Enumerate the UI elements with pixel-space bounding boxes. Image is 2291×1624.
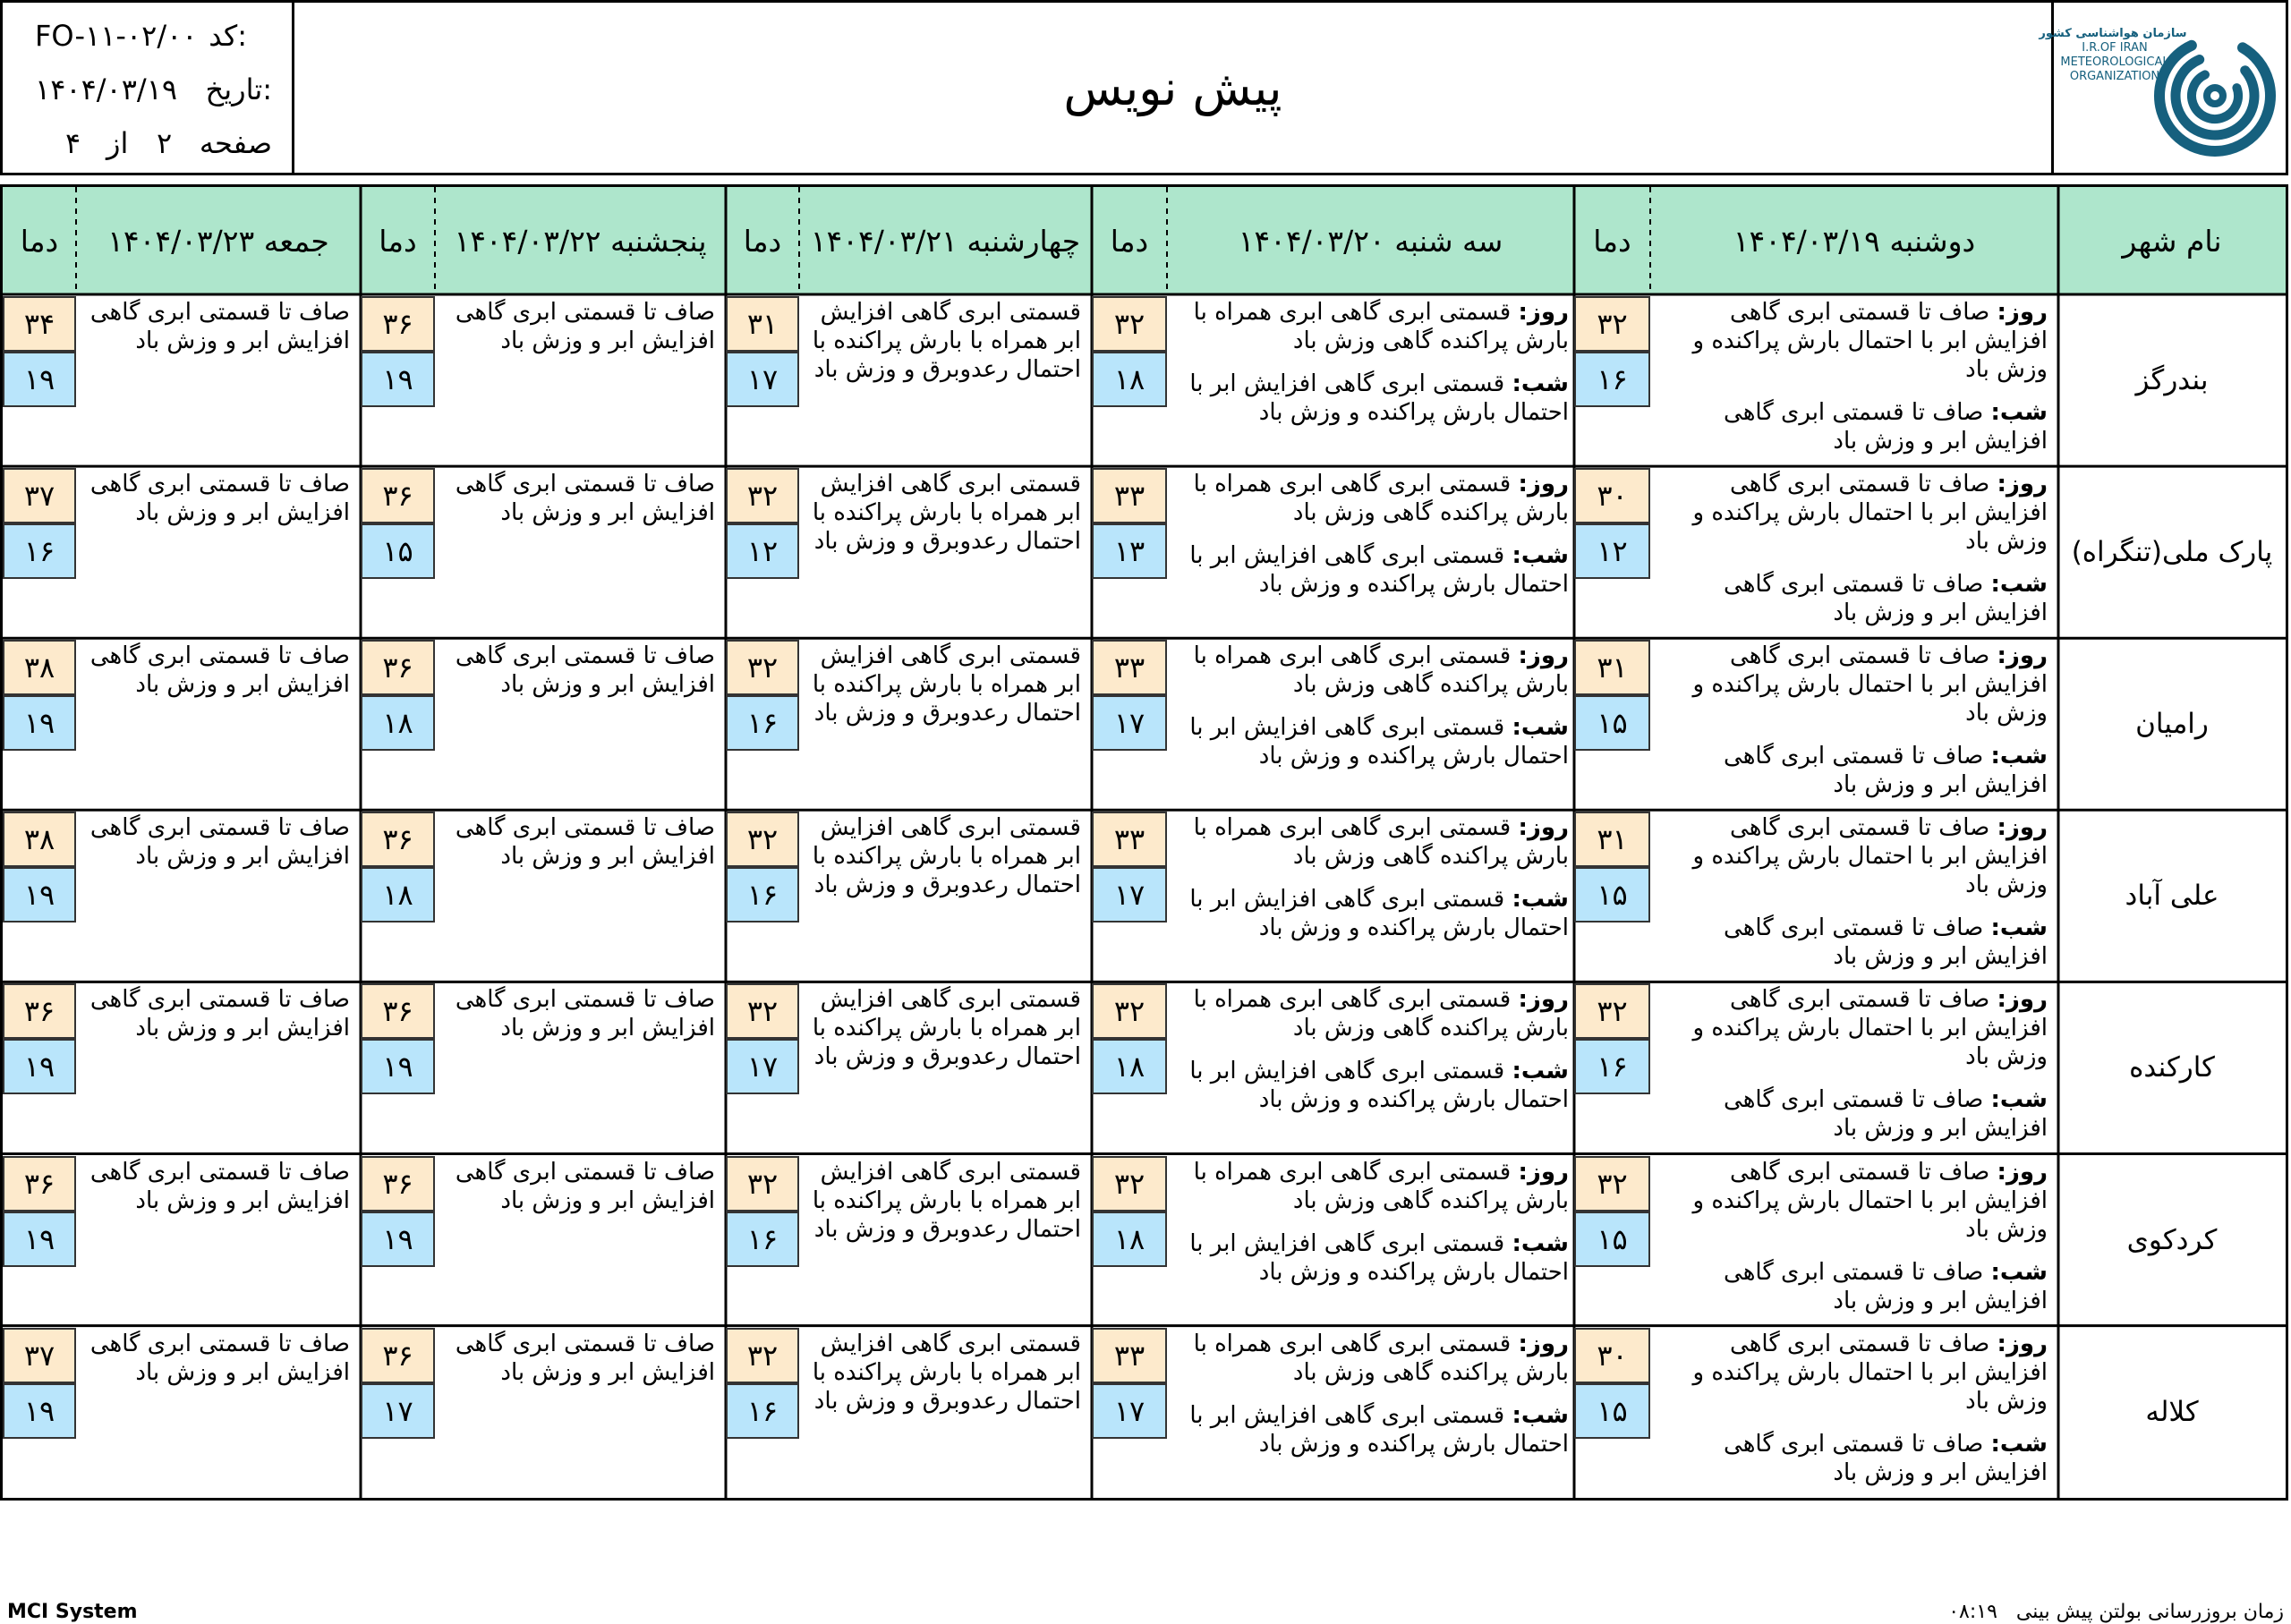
max-temperature: ۳۶ — [361, 296, 435, 352]
day-column-header: دوشنبه ۱۴۰۴/۰۳/۱۹ — [1733, 223, 1976, 259]
min-temperature: ۱۹ — [3, 695, 76, 751]
day-label: روز: — [1997, 1158, 2048, 1186]
update-time-info — [1948, 1601, 2284, 1623]
forecast-text — [799, 1326, 1092, 1498]
temp-column-header: دما — [20, 223, 59, 259]
day-label: روز: — [1518, 814, 1569, 842]
night-forecast — [1656, 742, 2048, 799]
max-temperature: ۳۰ — [1574, 468, 1650, 523]
night-forecast — [1172, 885, 1569, 942]
paragraph-gap — [1656, 727, 2048, 742]
max-temperature: ۳۲ — [726, 812, 799, 867]
forecast-text — [1650, 1154, 2058, 1326]
day-forecast-text: صاف تا قسمتی ابری گاهی افزایش ابر با احتمال بارش پراکنده و وزش باد — [1692, 814, 2048, 899]
city-name: کردکوی — [2126, 1223, 2218, 1256]
day-forecast — [1172, 813, 1569, 871]
update-time: ۰۸:۱۹ — [1948, 1601, 1997, 1623]
temp-column-header: دما — [379, 223, 417, 259]
day-label: روز: — [1997, 299, 2048, 326]
night-forecast — [1172, 1401, 1569, 1458]
forecast-text-body: صاف تا قسمتی ابری گاهی افزایش ابر و وزش باد — [89, 299, 350, 354]
night-forecast-text: قسمتی ابری گاهی افزایش ابر با احتمال بارش پراکنده و وزش باد — [1189, 542, 1569, 599]
forecast-text — [1650, 982, 2058, 1153]
forecast-text-body: صاف تا قسمتی ابری گاهی افزایش ابر و وزش باد — [455, 471, 715, 527]
forecast-text-body: صاف تا قسمتی ابری گاهی افزایش ابر و وزش باد — [455, 814, 715, 871]
svg-text:ORGANIZATION: ORGANIZATION — [2069, 70, 2160, 83]
night-label: شب: — [1990, 571, 2048, 599]
svg-text:I.R.OF IRAN: I.R.OF IRAN — [2082, 41, 2148, 55]
date-value: ۱۴۰۴/۰۳/۱۹ — [35, 72, 178, 106]
forecast-text-body: صاف تا قسمتی ابری گاهی افزایش ابر و وزش باد — [89, 1158, 350, 1214]
day-forecast — [1656, 298, 2048, 384]
forecast-text-body: قسمتی ابری گاهی افزایش ابر همراه با بارش پراکنده با احتمال رعدوبرق و وزش باد — [812, 299, 1081, 383]
page-number: ۲ — [157, 126, 173, 160]
night-forecast — [1172, 1229, 1569, 1287]
paragraph-gap — [1172, 1387, 1569, 1401]
forecast-text — [1167, 982, 1574, 1153]
night-label: شب: — [1512, 714, 1569, 742]
max-temperature: ۳۶ — [361, 1156, 435, 1212]
min-temperature: ۱۸ — [1092, 352, 1167, 407]
forecast-text — [76, 294, 361, 466]
max-temperature: ۳۲ — [726, 1328, 799, 1383]
night-forecast-text: قسمتی ابری گاهی افزایش ابر با احتمال بارش پراکنده و وزش باد — [1189, 370, 1569, 426]
max-temperature: ۳۷ — [3, 1328, 76, 1383]
forecast-text — [799, 810, 1092, 982]
max-temperature: ۳۲ — [1092, 296, 1167, 352]
day-forecast-text: صاف تا قسمتی ابری گاهی افزایش ابر با احتمال بارش پراکنده و وزش باد — [1692, 1330, 2048, 1415]
min-temperature: ۱۷ — [1092, 695, 1167, 751]
night-label: شب: — [1990, 399, 2048, 426]
day-forecast-text: صاف تا قسمتی ابری گاهی افزایش ابر با احتمال بارش پراکنده و وزش باد — [1692, 1158, 2048, 1243]
day-forecast-text: صاف تا قسمتی ابری گاهی افزایش ابر با احتمال بارش پراکنده و وزش باد — [1692, 471, 2048, 556]
night-label: شب: — [1990, 1430, 2048, 1458]
night-forecast — [1656, 570, 2048, 627]
forecast-text-body: صاف تا قسمتی ابری گاهی افزایش ابر و وزش باد — [455, 1330, 715, 1386]
paragraph-gap — [1656, 556, 2048, 570]
forecast-text — [435, 466, 726, 638]
svg-text:METEOROLOGICAL: METEOROLOGICAL — [2060, 55, 2169, 69]
forecast-text — [76, 1154, 361, 1326]
forecast-text-body: قسمتی ابری گاهی افزایش ابر همراه با بارش پراکنده با احتمال رعدوبرق و وزش باد — [812, 1158, 1081, 1243]
forecast-text — [1650, 294, 2058, 466]
min-temperature: ۱۶ — [726, 1212, 799, 1267]
day-forecast-text: قسمتی ابری گاهی ابری همراه با بارش پراکنده گاهی وزش باد — [1193, 1158, 1569, 1214]
day-forecast-text: قسمتی ابری گاهی ابری همراه با بارش پراکنده گاهی وزش باد — [1193, 1330, 1569, 1386]
max-temperature: ۳۲ — [726, 468, 799, 523]
forecast-table — [0, 184, 2288, 1501]
forecast-text — [76, 466, 361, 638]
forecast-text — [799, 294, 1092, 466]
max-temperature: ۳۲ — [726, 983, 799, 1039]
night-label: شب: — [1512, 886, 1569, 914]
document-header — [0, 0, 2288, 175]
forecast-text-body: صاف تا قسمتی ابری گاهی افزایش ابر و وزش باد — [455, 642, 715, 699]
day-forecast — [1656, 470, 2048, 556]
city-name: پارک ملی(تنگراه) — [2071, 536, 2273, 569]
min-temperature: ۱۵ — [1574, 867, 1650, 923]
paragraph-gap — [1172, 1042, 1569, 1057]
forecast-text — [1167, 294, 1574, 466]
max-temperature: ۳۶ — [361, 983, 435, 1039]
max-temperature: ۳۶ — [3, 1156, 76, 1212]
max-temperature: ۳۶ — [361, 1328, 435, 1383]
min-temperature: ۱۹ — [3, 1039, 76, 1094]
max-temperature: ۳۸ — [3, 640, 76, 695]
min-temperature: ۱۶ — [3, 523, 76, 579]
temp-column-header: دما — [1593, 223, 1631, 259]
page-title: پیش نویس — [1063, 59, 1282, 116]
night-label: شب: — [1990, 914, 2048, 942]
forecast-text — [435, 982, 726, 1153]
forecast-text — [1650, 1326, 2058, 1498]
forecast-text — [1167, 466, 1574, 638]
day-label: روز: — [1518, 986, 1569, 1014]
forecast-text — [76, 982, 361, 1153]
code-label: کد: — [209, 19, 247, 53]
forecast-text — [799, 1154, 1092, 1326]
day-column-header: سه شنبه ۱۴۰۴/۰۳/۲۰ — [1238, 223, 1503, 259]
min-temperature: ۱۵ — [1574, 1383, 1650, 1439]
night-forecast-text: صاف تا قسمتی ابری گاهی افزایش ابر و وزش باد — [1724, 914, 2048, 971]
forecast-text — [76, 638, 361, 810]
forecast-text — [1650, 810, 2058, 982]
day-label: روز: — [1518, 1330, 1569, 1357]
max-temperature: ۳۲ — [1092, 1156, 1167, 1212]
day-label: روز: — [1997, 642, 2048, 670]
min-temperature: ۱۸ — [361, 867, 435, 923]
night-forecast-text: قسمتی ابری گاهی افزایش ابر با احتمال بارش پراکنده و وزش باد — [1189, 714, 1569, 770]
night-forecast-text: صاف تا قسمتی ابری گاهی افزایش ابر و وزش باد — [1724, 1258, 2048, 1314]
day-forecast — [1172, 1330, 1569, 1387]
forecast-text — [1167, 1326, 1574, 1498]
night-forecast-text: قسمتی ابری گاهی افزایش ابر با احتمال بارش پراکنده و وزش باد — [1189, 1229, 1569, 1286]
min-temperature: ۱۷ — [726, 352, 799, 407]
paragraph-gap — [1656, 1071, 2048, 1085]
paragraph-gap — [1172, 527, 1569, 541]
city-name: کارکنده — [2129, 1051, 2215, 1084]
max-temperature: ۳۶ — [361, 468, 435, 523]
day-label: روز: — [1518, 1158, 1569, 1186]
night-forecast — [1656, 914, 2048, 971]
forecast-text-body: قسمتی ابری گاهی افزایش ابر همراه با بارش پراکنده با احتمال رعدوبرق و وزش باد — [812, 1330, 1081, 1415]
min-temperature: ۱۷ — [726, 1039, 799, 1094]
forecast-text-body: قسمتی ابری گاهی افزایش ابر همراه با بارش پراکنده با احتمال رعدوبرق و وزش باد — [812, 814, 1081, 899]
forecast-text — [799, 982, 1092, 1153]
forecast-text — [1650, 638, 2058, 810]
forecast-text — [1650, 466, 2058, 638]
day-forecast-text: قسمتی ابری گاهی ابری همراه با بارش پراکنده گاهی وزش باد — [1193, 986, 1569, 1042]
min-temperature: ۱۹ — [361, 1039, 435, 1094]
night-forecast-text: صاف تا قسمتی ابری گاهی افزایش ابر و وزش باد — [1724, 571, 2048, 627]
night-forecast — [1172, 713, 1569, 770]
night-label: شب: — [1512, 1229, 1569, 1257]
day-forecast — [1656, 1330, 2048, 1416]
night-forecast-text: قسمتی ابری گاهی افزایش ابر با احتمال بارش پراکنده و وزش باد — [1189, 886, 1569, 942]
max-temperature: ۳۲ — [1574, 1156, 1650, 1212]
night-label: شب: — [1990, 743, 2048, 770]
day-forecast — [1656, 813, 2048, 899]
forecast-text-body: صاف تا قسمتی ابری گاهی افزایش ابر و وزش باد — [89, 1330, 350, 1386]
paragraph-gap — [1172, 355, 1569, 370]
forecast-text — [435, 1326, 726, 1498]
day-forecast — [1172, 1158, 1569, 1215]
forecast-text — [435, 810, 726, 982]
page-row — [3, 117, 292, 171]
day-forecast-text: قسمتی ابری گاهی ابری همراه با بارش پراکنده گاهی وزش باد — [1193, 814, 1569, 871]
max-temperature: ۳۱ — [726, 296, 799, 352]
header-meta-box — [3, 3, 294, 173]
forecast-text-body: صاف تا قسمتی ابری گاهی افزایش ابر و وزش باد — [455, 986, 715, 1042]
min-temperature: ۱۵ — [361, 523, 435, 579]
day-forecast — [1656, 1158, 2048, 1244]
night-label: شب: — [1990, 1258, 2048, 1286]
forecast-text — [76, 1326, 361, 1498]
paragraph-gap — [1656, 1416, 2048, 1430]
max-temperature: ۳۱ — [1574, 640, 1650, 695]
day-forecast-text: قسمتی ابری گاهی ابری همراه با بارش پراکنده گاهی وزش باد — [1193, 471, 1569, 527]
min-temperature: ۱۸ — [361, 695, 435, 751]
min-temperature: ۱۹ — [3, 867, 76, 923]
day-forecast-text: قسمتی ابری گاهی ابری همراه با بارش پراکنده گاهی وزش باد — [1193, 299, 1569, 354]
min-temperature: ۱۹ — [3, 1212, 76, 1267]
city-name: کلاله — [2145, 1395, 2199, 1428]
day-label: روز: — [1518, 299, 1569, 326]
forecast-text — [1167, 810, 1574, 982]
day-label: روز: — [1997, 986, 2048, 1014]
night-forecast-text: صاف تا قسمتی ابری گاهی افزایش ابر و وزش باد — [1724, 1086, 2048, 1143]
forecast-text — [76, 810, 361, 982]
page-total: ۴ — [65, 126, 81, 160]
max-temperature: ۳۶ — [361, 812, 435, 867]
code-value: FO-۱۱-۰۲/۰۰ — [35, 19, 198, 53]
max-temperature: ۳۴ — [3, 296, 76, 352]
night-forecast — [1656, 1430, 2048, 1487]
city-name: رامیان — [2135, 708, 2209, 741]
night-forecast — [1656, 1258, 2048, 1315]
temp-column-header: دما — [1110, 223, 1149, 259]
forecast-text-body: صاف تا قسمتی ابری گاهی افزایش ابر و وزش باد — [89, 814, 350, 871]
max-temperature: ۳۶ — [3, 983, 76, 1039]
paragraph-gap — [1656, 1244, 2048, 1258]
day-forecast — [1172, 985, 1569, 1042]
night-forecast — [1172, 370, 1569, 427]
max-temperature: ۳۲ — [726, 1156, 799, 1212]
paragraph-gap — [1172, 699, 1569, 713]
max-temperature: ۳۱ — [1574, 812, 1650, 867]
night-label: شب: — [1512, 1058, 1569, 1085]
paragraph-gap — [1656, 899, 2048, 914]
system-name: MCI System — [7, 1601, 138, 1623]
min-temperature: ۱۸ — [1092, 1039, 1167, 1094]
day-column-header: جمعه ۱۴۰۴/۰۳/۲۳ — [107, 223, 329, 259]
night-forecast — [1172, 1057, 1569, 1114]
forecast-text — [435, 294, 726, 466]
max-temperature: ۳۶ — [361, 640, 435, 695]
min-temperature: ۱۶ — [1574, 1039, 1650, 1094]
date-label: تاریخ: — [205, 72, 272, 106]
night-label: شب: — [1512, 542, 1569, 570]
date-row — [3, 64, 292, 117]
day-label: روز: — [1518, 471, 1569, 498]
night-label: شب: — [1512, 370, 1569, 397]
min-temperature: ۱۷ — [361, 1383, 435, 1439]
night-forecast — [1172, 541, 1569, 599]
max-temperature: ۳۳ — [1092, 812, 1167, 867]
min-temperature: ۱۲ — [726, 523, 799, 579]
min-temperature: ۱۲ — [1574, 523, 1650, 579]
max-temperature: ۳۳ — [1092, 1328, 1167, 1383]
day-column-header: چهارشنبه ۱۴۰۴/۰۳/۲۱ — [810, 223, 1081, 259]
max-temperature: ۳۳ — [1092, 640, 1167, 695]
day-column-header: پنجشنبه ۱۴۰۴/۰۳/۲۲ — [454, 223, 707, 259]
city-name: بندرگز — [2135, 364, 2209, 397]
paragraph-gap — [1656, 384, 2048, 398]
max-temperature: ۳۷ — [3, 468, 76, 523]
page-label: صفحه — [199, 126, 272, 160]
day-label: روز: — [1997, 471, 2048, 498]
temp-column-header: دما — [743, 223, 782, 259]
max-temperature: ۳۸ — [3, 812, 76, 867]
night-forecast-text: صاف تا قسمتی ابری گاهی افزایش ابر و وزش باد — [1724, 743, 2048, 799]
day-forecast — [1172, 470, 1569, 527]
paragraph-gap — [1172, 1215, 1569, 1229]
max-temperature: ۳۲ — [1574, 983, 1650, 1039]
min-temperature: ۱۶ — [726, 867, 799, 923]
night-forecast-text: قسمتی ابری گاهی افزایش ابر با احتمال بارش پراکنده و وزش باد — [1189, 1401, 1569, 1458]
min-temperature: ۱۸ — [1092, 1212, 1167, 1267]
day-forecast-text: صاف تا قسمتی ابری گاهی افزایش ابر با احتمال بارش پراکنده و وزش باد — [1692, 642, 2048, 727]
max-temperature: ۳۰ — [1574, 1328, 1650, 1383]
min-temperature: ۱۹ — [361, 352, 435, 407]
night-label: شب: — [1990, 1086, 2048, 1114]
max-temperature: ۳۲ — [1574, 296, 1650, 352]
day-forecast-text: صاف تا قسمتی ابری گاهی افزایش ابر با احتمال بارش پراکنده و وزش باد — [1692, 299, 2048, 383]
min-temperature: ۱۷ — [1092, 1383, 1167, 1439]
min-temperature: ۱۹ — [3, 1383, 76, 1439]
max-temperature: ۳۳ — [1092, 468, 1167, 523]
min-temperature: ۱۹ — [361, 1212, 435, 1267]
min-temperature: ۱۹ — [3, 352, 76, 407]
city-column-header: نام شهر — [2122, 223, 2222, 259]
min-temperature: ۱۵ — [1574, 695, 1650, 751]
forecast-text-body: قسمتی ابری گاهی افزایش ابر همراه با بارش پراکنده با احتمال رعدوبرق و وزش باد — [812, 986, 1081, 1071]
day-forecast — [1172, 642, 1569, 699]
forecast-text-body: صاف تا قسمتی ابری گاهی افزایش ابر و وزش باد — [455, 299, 715, 354]
night-forecast-text: قسمتی ابری گاهی افزایش ابر با احتمال بارش پراکنده و وزش باد — [1189, 1058, 1569, 1114]
forecast-text-body: صاف تا قسمتی ابری گاهی افزایش ابر و وزش باد — [89, 642, 350, 699]
forecast-text — [435, 1154, 726, 1326]
day-forecast-text: صاف تا قسمتی ابری گاهی افزایش ابر با احتمال بارش پراکنده و وزش باد — [1692, 986, 2048, 1071]
meteorological-logo-icon — [2039, 10, 2278, 167]
update-label: زمان بروزرسانی بولتن پیش بینی — [2015, 1601, 2284, 1623]
forecast-text-body: قسمتی ابری گاهی افزایش ابر همراه با بارش پراکنده با احتمال رعدوبرق و وزش باد — [812, 642, 1081, 727]
min-temperature: ۱۶ — [726, 1383, 799, 1439]
night-forecast-text: صاف تا قسمتی ابری گاهی افزایش ابر و وزش باد — [1724, 399, 2048, 455]
day-forecast-text: قسمتی ابری گاهی ابری همراه با بارش پراکنده گاهی وزش باد — [1193, 642, 1569, 699]
min-temperature: ۱۷ — [1092, 867, 1167, 923]
forecast-text — [799, 466, 1092, 638]
day-forecast — [1656, 985, 2048, 1071]
min-temperature: ۱۵ — [1574, 1212, 1650, 1267]
forecast-text — [1167, 638, 1574, 810]
organization-logo — [2039, 3, 2286, 173]
max-temperature: ۳۲ — [1092, 983, 1167, 1039]
forecast-text-body: صاف تا قسمتی ابری گاهی افزایش ابر و وزش باد — [455, 1158, 715, 1214]
night-forecast — [1656, 1085, 2048, 1143]
min-temperature: ۱۳ — [1092, 523, 1167, 579]
day-label: روز: — [1997, 1330, 2048, 1357]
night-forecast-text: صاف تا قسمتی ابری گاهی افزایش ابر و وزش باد — [1724, 1430, 2048, 1486]
day-label: روز: — [1518, 642, 1569, 670]
min-temperature: ۱۶ — [726, 695, 799, 751]
forecast-text — [435, 638, 726, 810]
forecast-text-body: صاف تا قسمتی ابری گاهی افزایش ابر و وزش باد — [89, 471, 350, 527]
paragraph-gap — [1172, 871, 1569, 885]
min-temperature: ۱۶ — [1574, 352, 1650, 407]
city-name: علی آباد — [2125, 880, 2219, 913]
page-of: از — [106, 126, 129, 160]
night-label: شب: — [1512, 1401, 1569, 1429]
forecast-text — [799, 638, 1092, 810]
svg-text:سازمان هواشناسی کشور: سازمان هواشناسی کشور — [2039, 27, 2187, 40]
forecast-text-body: قسمتی ابری گاهی افزایش ابر همراه با بارش پراکنده با احتمال رعدوبرق و وزش باد — [812, 471, 1081, 556]
max-temperature: ۳۲ — [726, 640, 799, 695]
day-forecast — [1656, 642, 2048, 727]
day-label: روز: — [1997, 814, 2048, 842]
forecast-text — [1167, 1154, 1574, 1326]
forecast-text-body: صاف تا قسمتی ابری گاهی افزایش ابر و وزش باد — [89, 986, 350, 1042]
code-row — [3, 10, 292, 64]
night-forecast — [1656, 398, 2048, 455]
day-forecast — [1172, 298, 1569, 355]
